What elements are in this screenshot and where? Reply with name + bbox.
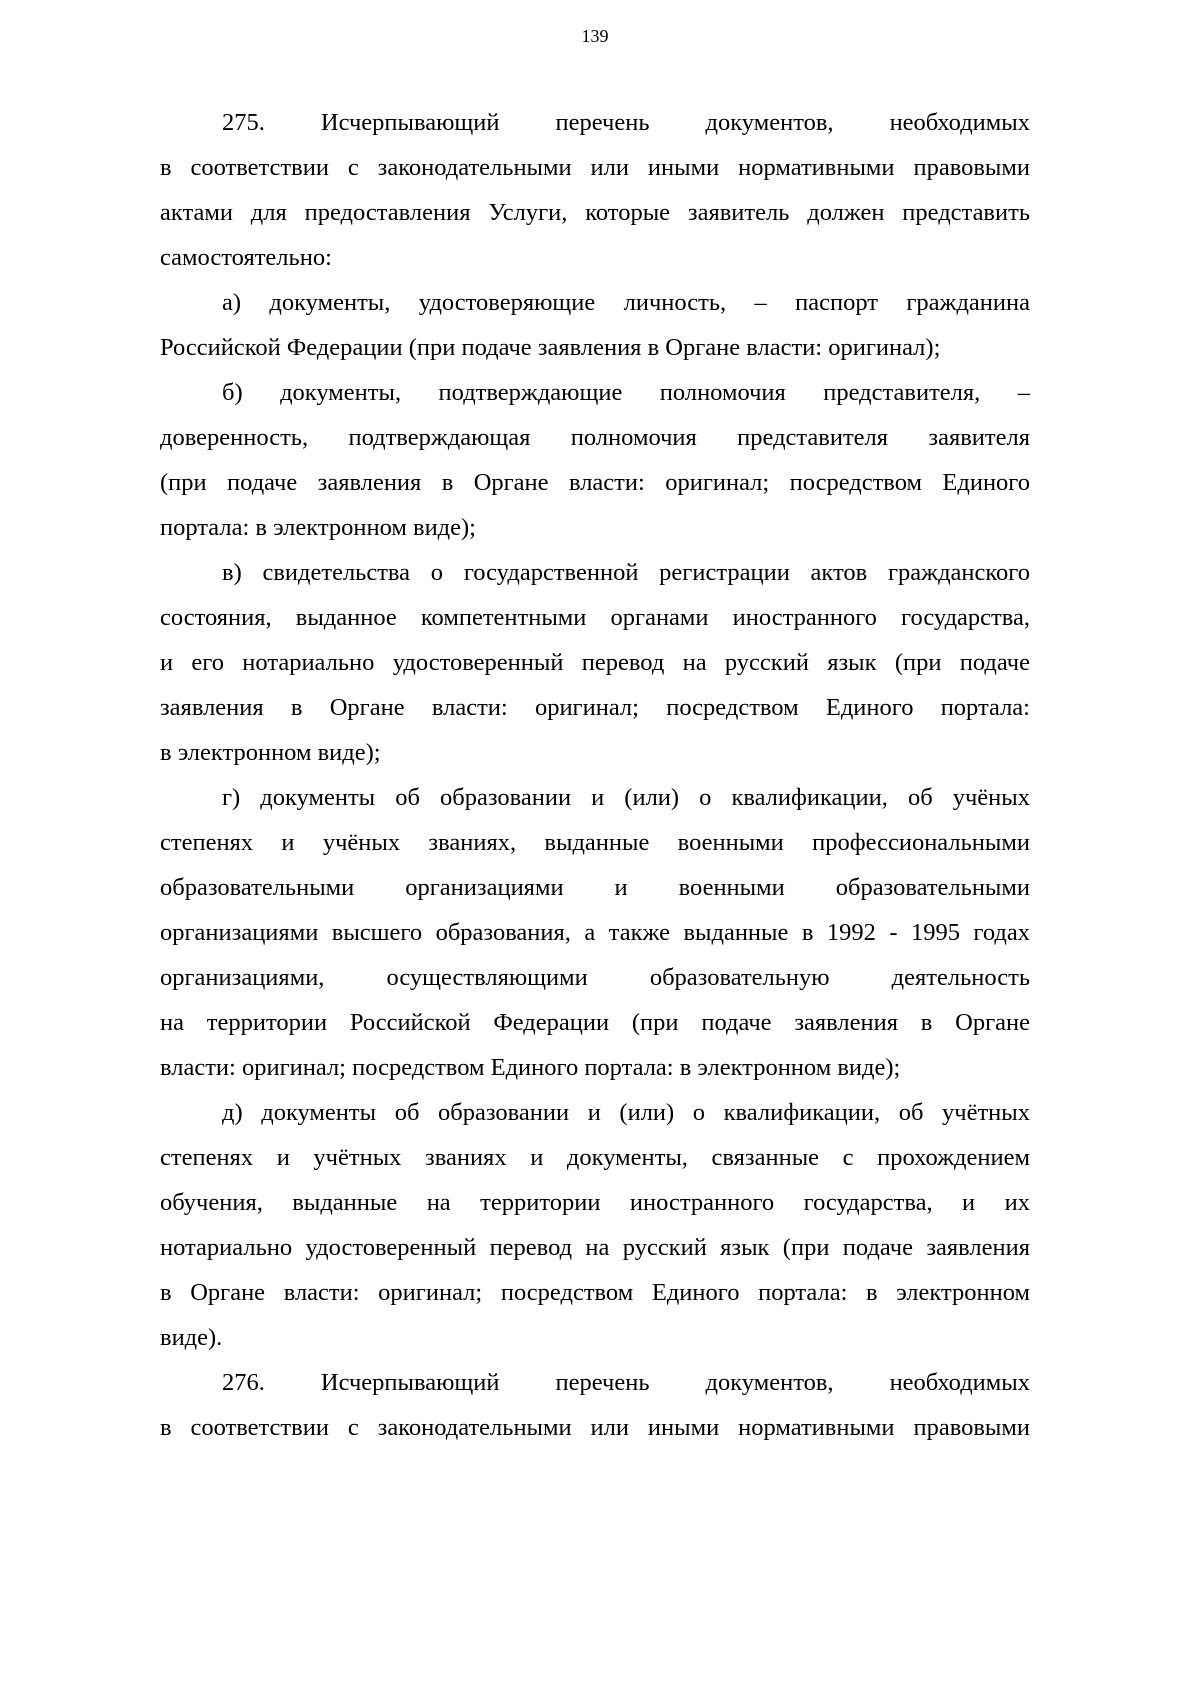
text-line: (при подаче заявления в Органе власти: оригинал; посредством Единого — [160, 469, 1030, 496]
text-line: организациями, осуществляющими образовательную деятельность — [160, 964, 1030, 991]
document-body — [160, 100, 1030, 1450]
text-line: в соответствии с законодательными или иными нормативными правовыми — [160, 154, 1030, 181]
paragraph — [160, 280, 1030, 370]
text-line: в) свидетельства о государственной регистрации актов гражданского — [222, 559, 1030, 586]
paragraph — [160, 1090, 1030, 1360]
text-line: на территории Российской Федерации (при подаче заявления в Органе — [160, 1009, 1030, 1036]
text-line: 276. Исчерпывающий перечень документов, необходимых — [222, 1369, 1030, 1396]
text-line: нотариально удостоверенный перевод на русский язык (при подаче заявления — [160, 1234, 1030, 1261]
text-line: состояния, выданное компетентными органами иностранного государства, — [160, 604, 1030, 631]
text-line: виде). — [160, 1324, 223, 1351]
page-number: 139 — [581, 26, 609, 46]
text-line: в Органе власти: оригинал; посредством Единого портала: в электронном — [160, 1279, 1030, 1306]
text-line: б) документы, подтверждающие полномочия представителя, – — [222, 379, 1030, 406]
text-line: актами для предоставления Услуги, которые заявитель должен представить — [160, 199, 1030, 226]
paragraph — [160, 1360, 1030, 1450]
text-line: в электронном виде); — [160, 739, 381, 766]
paragraph — [160, 100, 1030, 280]
text-line: заявления в Органе власти: оригинал; посредством Единого портала: — [160, 694, 1030, 721]
text-line: и его нотариально удостоверенный перевод на русский язык (при подаче — [160, 649, 1030, 676]
paragraph — [160, 370, 1030, 550]
text-line: а) документы, удостоверяющие личность, – паспорт гражданина — [222, 289, 1030, 316]
text-line: 275. Исчерпывающий перечень документов, необходимых — [222, 109, 1030, 136]
text-line: степенях и учётных званиях и документы, связанные с прохождением — [160, 1144, 1030, 1171]
text-line: в соответствии с законодательными или иными нормативными правовыми — [160, 1414, 1030, 1441]
text-line: г) документы об образовании и (или) о квалификации, об учёных — [222, 784, 1030, 811]
text-line: д) документы об образовании и (или) о квалификации, об учётных — [222, 1099, 1030, 1126]
text-line: самостоятельно: — [160, 244, 332, 271]
text-line: степенях и учёных званиях, выданные военными профессиональными — [160, 829, 1030, 856]
text-line: власти: оригинал; посредством Единого портала: в электронном виде); — [160, 1054, 901, 1081]
text-line: организациями высшего образования, а также выданные в 1992 - 1995 годах — [160, 919, 1030, 946]
paragraph — [160, 550, 1030, 775]
text-line: портала: в электронном виде); — [160, 514, 476, 541]
text-line: образовательными организациями и военными образовательными — [160, 874, 1030, 901]
text-line: обучения, выданные на территории иностранного государства, и их — [160, 1189, 1030, 1216]
text-line: Российской Федерации (при подаче заявления в Органе власти: оригинал); — [160, 334, 941, 361]
text-line: доверенность, подтверждающая полномочия представителя заявителя — [160, 424, 1030, 451]
paragraph — [160, 775, 1030, 1090]
